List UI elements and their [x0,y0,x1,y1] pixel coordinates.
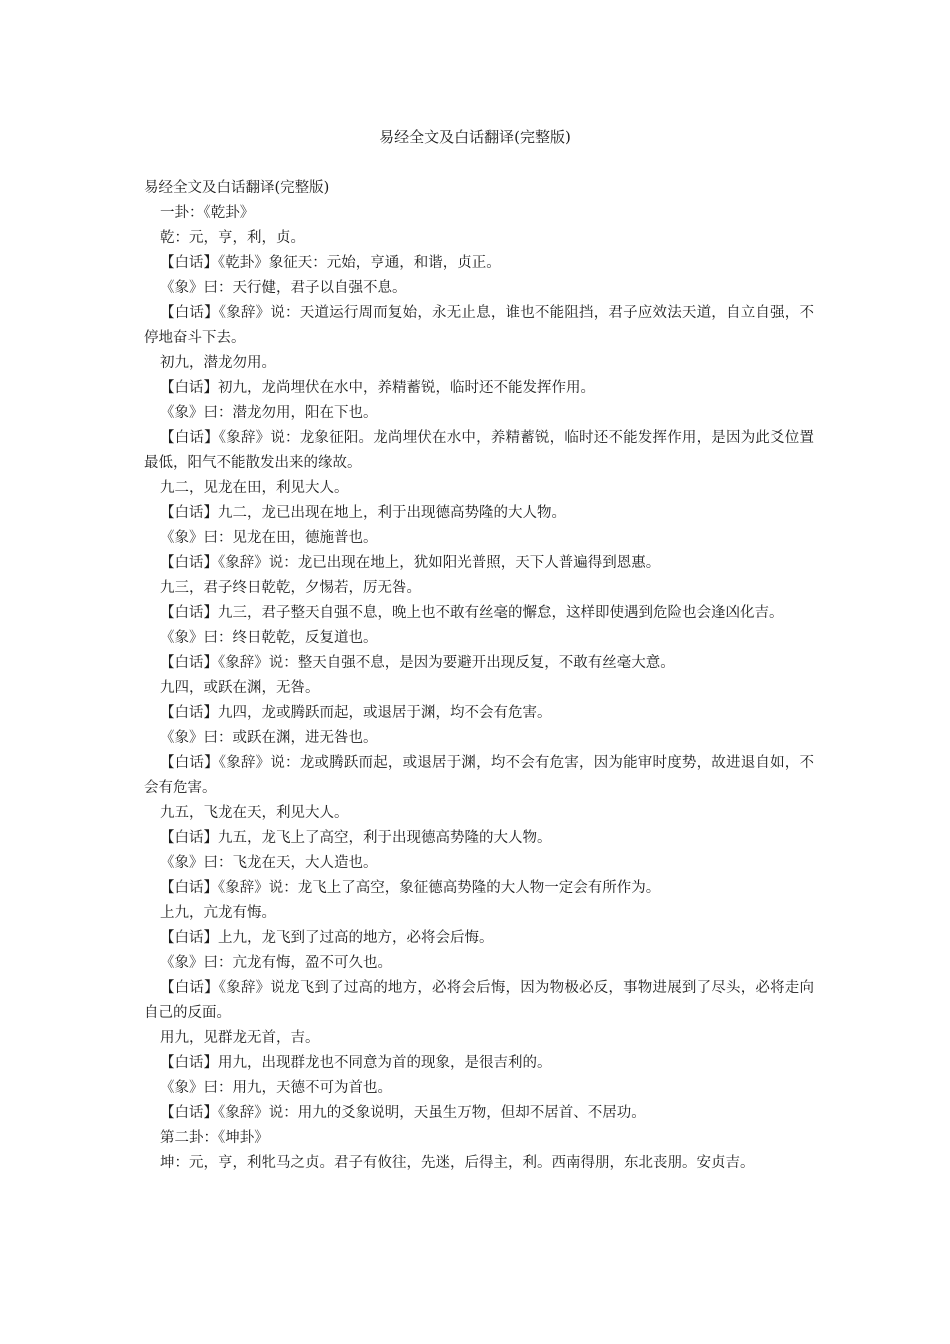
paragraph: 九三，君子终日乾乾，夕惕若，厉无咎。 [160,580,421,596]
paragraph: 《象》曰：飞龙在天，大人造也。 [160,855,378,871]
paragraph: 【白话】《象辞》说：天道运行周而复始，永无止息，谁也不能阻挡，君子应效法天道，自立自强，不停地奋斗下去。 [144,305,814,346]
paragraph: 第二卦：《坤卦》 [160,1130,269,1146]
paragraph: 【白话】九四，龙或腾跃而起，或退居于渊，均不会有危害。 [160,705,552,721]
paragraph: 【白话】《象辞》说：龙飞上了高空，象征德高势隆的大人物一定会有所作为。 [160,880,661,896]
paragraph: 【白话】《象辞》说：龙已出现在地上，犹如阳光普照，天下人普遍得到恩惠。 [160,555,661,571]
paragraph: 九四，或跃在渊，无咎。 [160,680,320,696]
paragraph: 《象》曰：终日乾乾，反复道也。 [160,630,378,646]
paragraph: 【白话】用九，出现群龙也不同意为首的现象，是很吉利的。 [160,1055,552,1071]
paragraph: 用九，见群龙无首，吉。 [160,1030,320,1046]
paragraph: 【白话】《象辞》说：整天自强不息，是因为要避开出现反复，不敢有丝毫大意。 [160,655,675,671]
paragraph: 【白话】《乾卦》象征天：元始，亨通，和谐，贞正。 [160,255,501,271]
paragraph: 【白话】《象辞》说：用九的爻象说明，天虽生万物，但却不居首、不居功。 [160,1105,646,1121]
paragraph: 《象》曰：潜龙勿用，阳在下也。 [160,405,378,421]
document-body [144,176,814,1176]
document-heading: 易经全文及白话翻译(完整版) [144,180,330,196]
paragraph: 坤：元，亨，利牝马之贞。君子有攸往，先迷，后得主，利。西南得朋，东北丧朋。安贞吉。 [160,1155,755,1171]
paragraph: 一卦：《乾卦》 [160,205,255,221]
paragraph: 【白话】九二，龙已出现在地上，利于出现德高势隆的大人物。 [160,505,566,521]
paragraph: 《象》曰：亢龙有悔，盈不可久也。 [160,955,392,971]
paragraph: 【白话】《象辞》说：龙或腾跃而起，或退居于渊，均不会有危害，因为能审时度势，故进退自如，不会有危害。 [144,755,814,796]
paragraph: 【白话】初九，龙尚埋伏在水中，养精蓄锐，临时还不能发挥作用。 [160,380,595,396]
paragraph: 初九，潜龙勿用。 [160,355,276,371]
paragraph: 《象》曰：天行健，君子以自强不息。 [160,280,407,296]
paragraph: 【白话】《象辞》说龙飞到了过高的地方，必将会后悔，因为物极必反，事物进展到了尽头，必将走向自己的反面。 [144,980,814,1021]
paragraph: 【白话】《象辞》说：龙象征阳。龙尚埋伏在水中，养精蓄锐，临时还不能发挥作用，是因为此爻位置最低，阳气不能散发出来的缘故。 [144,430,814,471]
paragraph: 《象》曰：或跃在渊，进无咎也。 [160,730,378,746]
paragraph: 【白话】九三，君子整天自强不息，晚上也不敢有丝毫的懈怠，这样即使遇到危险也会逢凶化吉。 [160,605,784,621]
paragraph: 九五，飞龙在天，利见大人。 [160,805,349,821]
paragraph: 《象》曰：用九，天德不可为首也。 [160,1080,392,1096]
paragraph: 【白话】九五，龙飞上了高空，利于出现德高势隆的大人物。 [160,830,552,846]
paragraph: 《象》曰：见龙在田，德施普也。 [160,530,378,546]
paragraph: 乾：元，亨，利，贞。 [160,230,305,246]
paragraph: 上九，亢龙有悔。 [160,905,276,921]
page-title: 易经全文及白话翻译(完整版) [379,128,571,146]
paragraph: 九二，见龙在田，利见大人。 [160,480,349,496]
paragraph: 【白话】上九，龙飞到了过高的地方，必将会后悔。 [160,930,494,946]
